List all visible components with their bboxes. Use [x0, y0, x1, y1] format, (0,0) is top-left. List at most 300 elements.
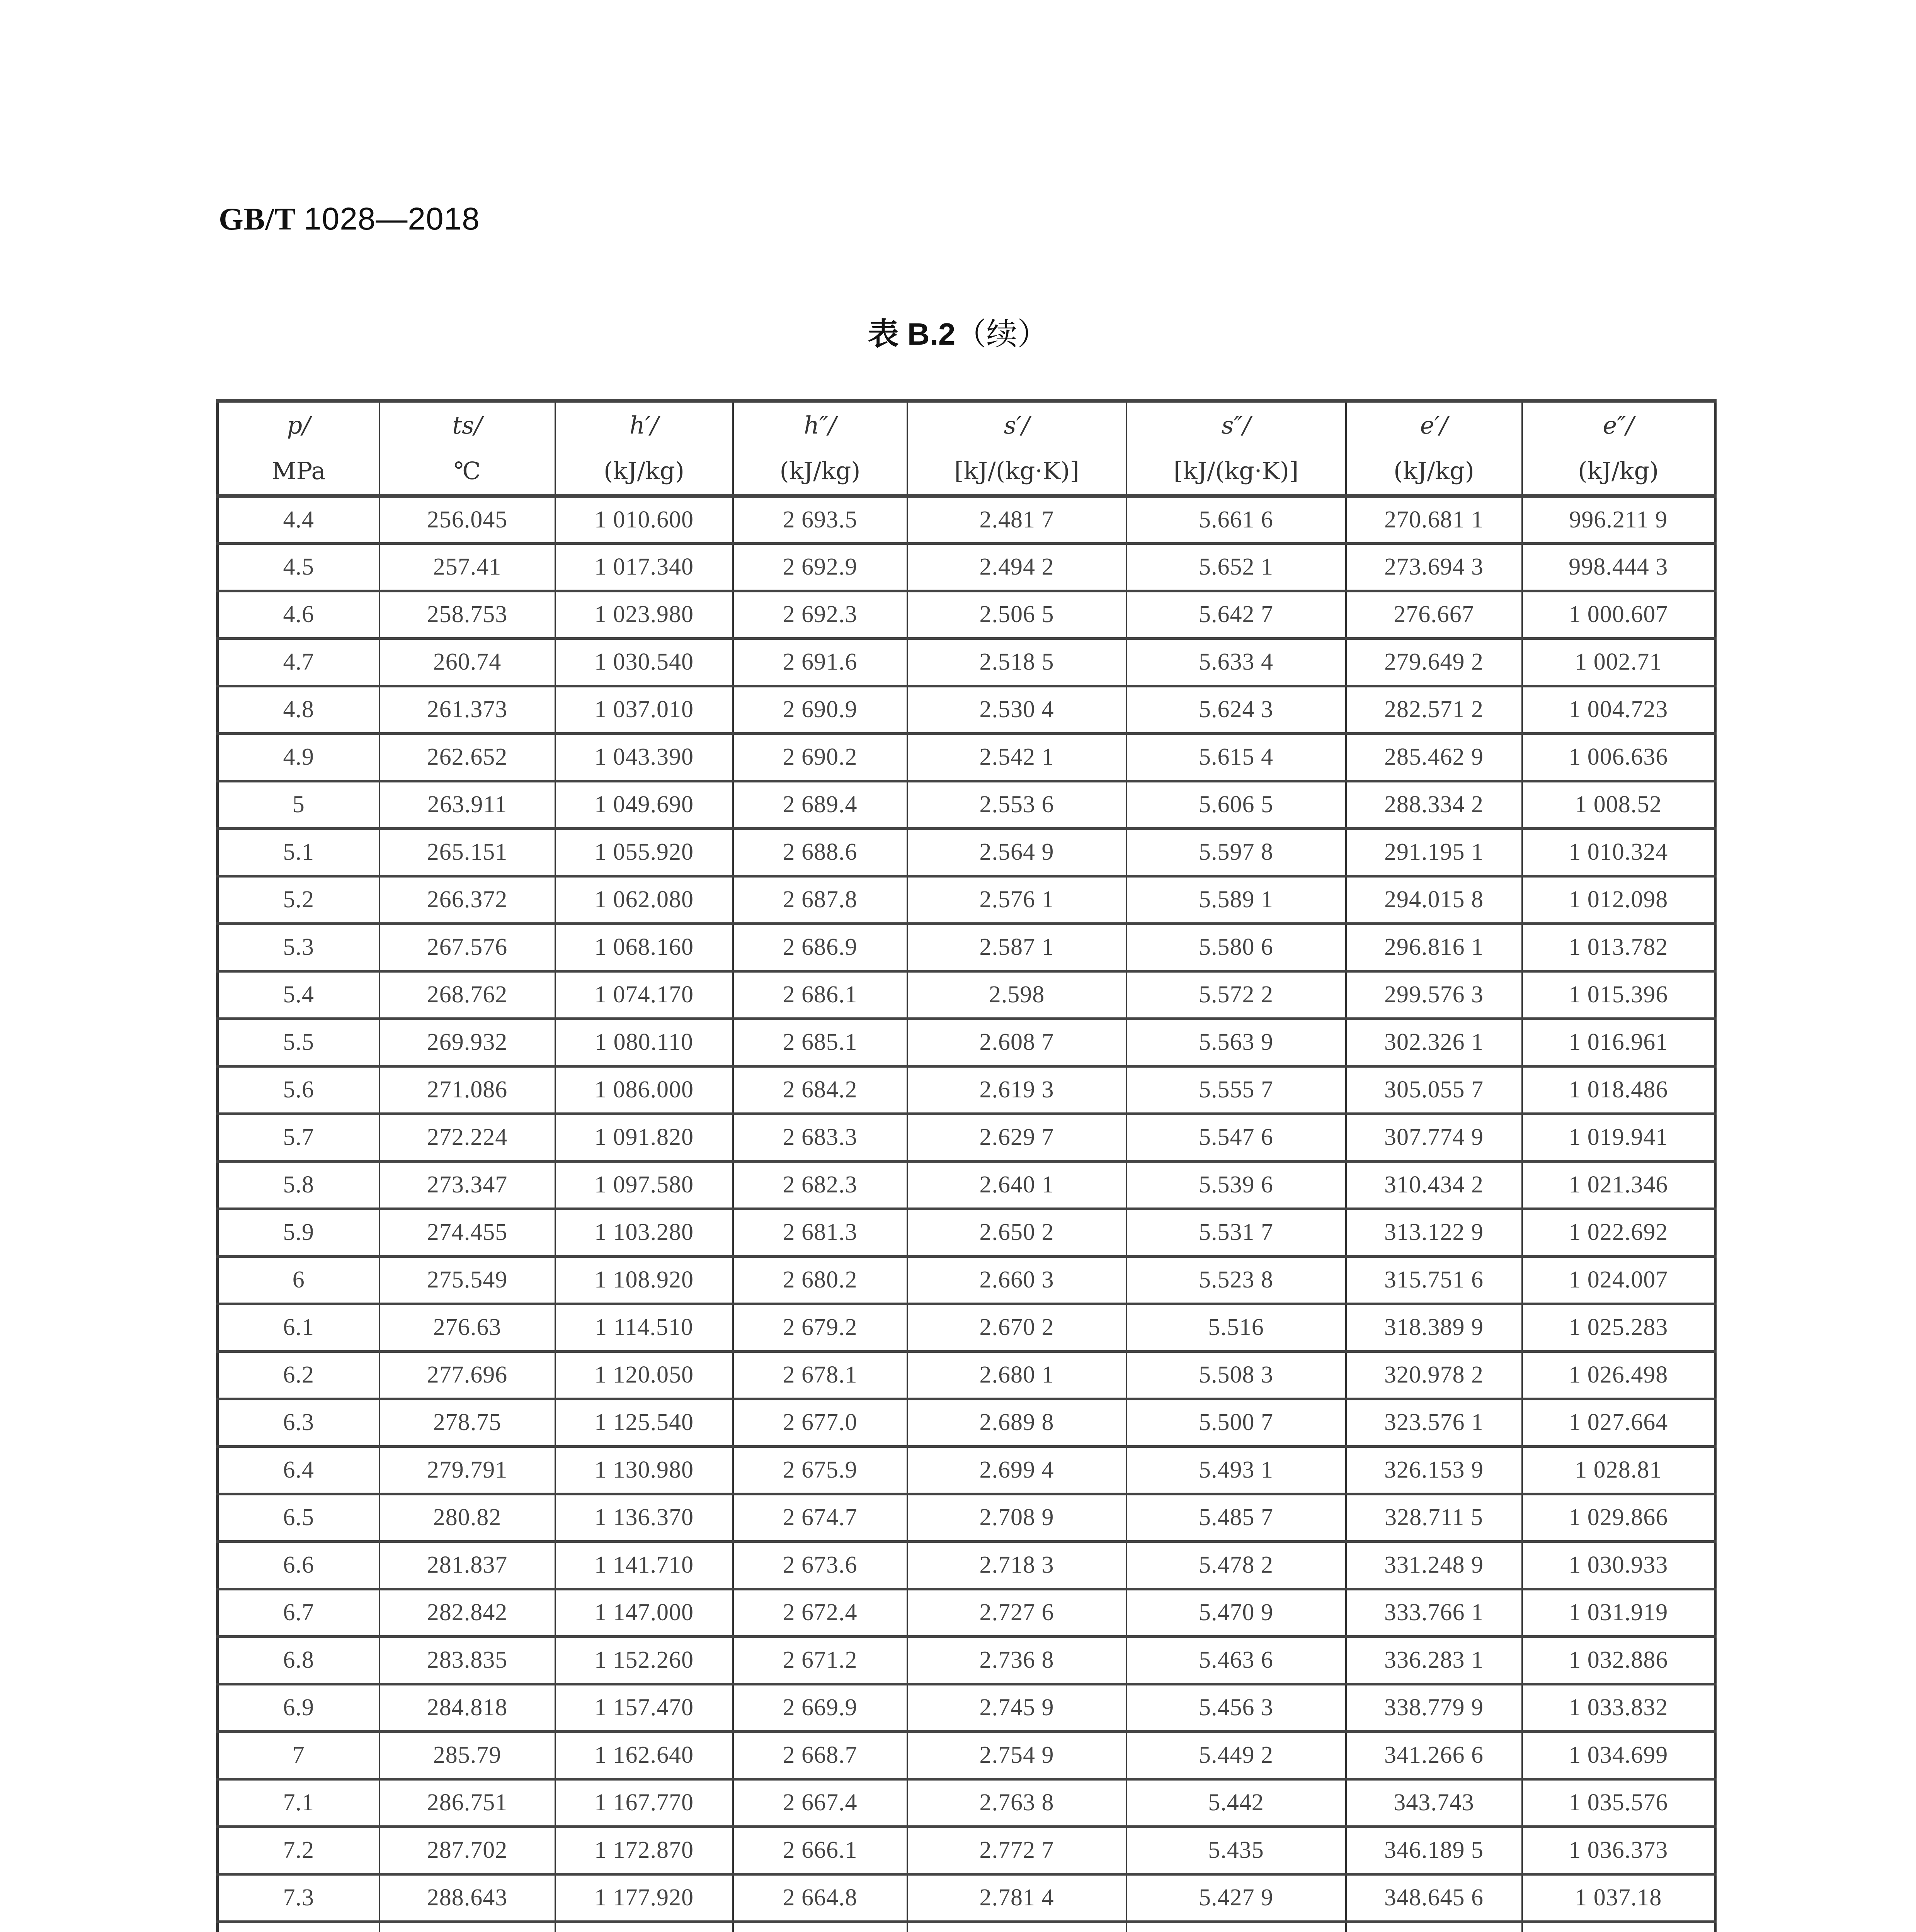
table-row [218, 1304, 1715, 1351]
table-cell: 2.629 7 [907, 1114, 1126, 1161]
table-cell: 5.597 8 [1126, 828, 1346, 876]
table-cell: 2.763 8 [907, 1779, 1126, 1827]
table-cell: 1 086.000 [555, 1066, 733, 1114]
table-cell: 1 125.540 [555, 1399, 733, 1446]
table-row [218, 733, 1715, 781]
table-cell: 1 049.690 [555, 781, 733, 828]
column-unit: (kJ/kg) [604, 457, 684, 485]
table-cell: 1 025.283 [1522, 1304, 1715, 1351]
table-row [218, 971, 1715, 1019]
column-unit: [kJ/(kg·K)] [1173, 457, 1299, 485]
table-cell: 5.456 3 [1126, 1684, 1346, 1731]
table-cell: 2.718 3 [907, 1541, 1126, 1589]
column-symbol: e′/ [1420, 411, 1448, 439]
table-cell: 266.372 [379, 876, 555, 923]
column-header [218, 401, 379, 496]
table-cell: 285.462 9 [1346, 733, 1522, 781]
table-cell: 272.224 [379, 1114, 555, 1161]
table-row [218, 1446, 1715, 1494]
table-cell: 262.652 [379, 733, 555, 781]
table-cell: 1 015.396 [1522, 971, 1715, 1019]
table-row [218, 781, 1715, 828]
table-cell: 5.463 6 [1126, 1636, 1346, 1684]
table-cell: 1 002.71 [1522, 638, 1715, 686]
table-cell: 2 686.9 [733, 923, 907, 971]
table-cell: 323.576 1 [1346, 1399, 1522, 1446]
table-row [218, 1066, 1715, 1114]
table-cell: 5.442 [1126, 1779, 1346, 1827]
table-cell: 1 010.324 [1522, 828, 1715, 876]
table-row [218, 1827, 1715, 1874]
table-row [218, 1731, 1715, 1779]
table-cell: 341.266 6 [1346, 1731, 1522, 1779]
table-cell: 2 689.4 [733, 781, 907, 828]
table-cell [218, 1922, 379, 1932]
table-cell: 268.762 [379, 971, 555, 1019]
table-cell: 2.699 4 [907, 1446, 1126, 1494]
table-cell: 1 034.699 [1522, 1731, 1715, 1779]
table-cell: 2 686.1 [733, 971, 907, 1019]
table-cell: 5.606 5 [1126, 781, 1346, 828]
table-cell: 307.774 9 [1346, 1114, 1522, 1161]
table-cell: 5.633 4 [1126, 638, 1346, 686]
table-cell: 271.086 [379, 1066, 555, 1114]
table-cell: 1 062.080 [555, 876, 733, 923]
table-cell: 279.649 2 [1346, 638, 1522, 686]
table-row [218, 1209, 1715, 1256]
table-cell: 305.055 7 [1346, 1066, 1522, 1114]
table-cell: 2.680 1 [907, 1351, 1126, 1399]
table-cell: 5.531 7 [1126, 1209, 1346, 1256]
table-cell: 5.485 7 [1126, 1494, 1346, 1541]
table-cell: 2 684.2 [733, 1066, 907, 1114]
table-cell: 2.689 8 [907, 1399, 1126, 1446]
column-header [907, 401, 1126, 496]
table-cell: 1 032.886 [1522, 1636, 1715, 1684]
table-cell: 1 022.692 [1522, 1209, 1715, 1256]
table-cell: 2.564 9 [907, 828, 1126, 876]
column-symbol: s′/ [1004, 411, 1030, 439]
table-cell: 5.572 2 [1126, 971, 1346, 1019]
column-symbol: p/ [287, 411, 311, 439]
table-cell: 1 097.580 [555, 1161, 733, 1209]
table-cell: 273.694 3 [1346, 543, 1522, 591]
table-cell: 261.373 [379, 686, 555, 733]
table-cell: 2 669.9 [733, 1684, 907, 1731]
table-cell: 2 692.3 [733, 591, 907, 638]
column-header [555, 401, 733, 496]
steam-properties-table [216, 399, 1717, 1932]
column-unit: (kJ/kg) [779, 457, 861, 485]
table-cell: 269.932 [379, 1019, 555, 1066]
table-cell: 274.455 [379, 1209, 555, 1256]
column-header [1346, 401, 1522, 496]
table-cell: 1 043.390 [555, 733, 733, 781]
table-cell: 328.711 5 [1346, 1494, 1522, 1541]
table-cell: 1 030.933 [1522, 1541, 1715, 1589]
table-cell: 2 691.6 [733, 638, 907, 686]
table-cell: 2 690.2 [733, 733, 907, 781]
table-cell: 2.553 6 [907, 781, 1126, 828]
table-cell [733, 1922, 907, 1932]
table-row [218, 1351, 1715, 1399]
column-header [379, 401, 555, 496]
table-cell: 310.434 2 [1346, 1161, 1522, 1209]
table-cell: 1 028.81 [1522, 1446, 1715, 1494]
table-cell: 2 681.3 [733, 1209, 907, 1256]
table-cell: 286.751 [379, 1779, 555, 1827]
table-title-prefix: 表 [868, 317, 899, 351]
table-cell: 5.4 [218, 971, 379, 1019]
table-title-name: B.2 [907, 317, 956, 351]
table-cell: 1 033.832 [1522, 1684, 1715, 1731]
table-cell: 5 [218, 781, 379, 828]
table-row [218, 1779, 1715, 1827]
table-row [218, 1494, 1715, 1541]
table-cell: 277.696 [379, 1351, 555, 1399]
table-cell: 5.5 [218, 1019, 379, 1066]
table-cell: 2 683.3 [733, 1114, 907, 1161]
table-cell: 1 031.919 [1522, 1589, 1715, 1636]
table-cell: 5.547 6 [1126, 1114, 1346, 1161]
table-row [218, 1399, 1715, 1446]
table-cell: 275.549 [379, 1256, 555, 1304]
table-cell: 5.589 1 [1126, 876, 1346, 923]
table-cell: 2.736 8 [907, 1636, 1126, 1684]
table-cell: 257.41 [379, 543, 555, 591]
table-cell: 1 000.607 [1522, 591, 1715, 638]
table-cell: 1 012.098 [1522, 876, 1715, 923]
table-cell: 1 017.340 [555, 543, 733, 591]
table-cell: 1 004.723 [1522, 686, 1715, 733]
table-cell: 2 671.2 [733, 1636, 907, 1684]
table-cell: 282.842 [379, 1589, 555, 1636]
table-header-row [218, 401, 1715, 496]
column-symbol: s″/ [1221, 411, 1251, 439]
table-cell [555, 1922, 733, 1932]
table-cell: 5.642 7 [1126, 591, 1346, 638]
table-cell [1522, 1922, 1715, 1932]
table-cell: 273.347 [379, 1161, 555, 1209]
standard-number: 1028—2018 [303, 201, 480, 236]
table-cell: 1 141.710 [555, 1541, 733, 1589]
table-cell: 2 688.6 [733, 828, 907, 876]
table-row [218, 1161, 1715, 1209]
column-symbol: e″/ [1603, 411, 1634, 439]
table-cell: 6.9 [218, 1684, 379, 1731]
table-cell: 1 010.600 [555, 496, 733, 543]
table-cell: 2 666.1 [733, 1827, 907, 1874]
table-cell: 1 120.050 [555, 1351, 733, 1399]
table-cell: 5.3 [218, 923, 379, 971]
table-cell: 282.571 2 [1346, 686, 1522, 733]
table-cell: 280.82 [379, 1494, 555, 1541]
table-cell [379, 1922, 555, 1932]
table-cell: 291.195 1 [1346, 828, 1522, 876]
table-cell: 1 136.370 [555, 1494, 733, 1541]
table-cell: 5.449 2 [1126, 1731, 1346, 1779]
table-cell: 7.1 [218, 1779, 379, 1827]
table-cell: 315.751 6 [1346, 1256, 1522, 1304]
table-cell: 2 693.5 [733, 496, 907, 543]
table-row [218, 1541, 1715, 1589]
table-cell: 1 023.980 [555, 591, 733, 638]
table-cell: 4.4 [218, 496, 379, 543]
table-row [218, 1684, 1715, 1731]
column-header [733, 401, 907, 496]
table-cell: 5.2 [218, 876, 379, 923]
table-cell: 1 027.664 [1522, 1399, 1715, 1446]
table-cell: 1 114.510 [555, 1304, 733, 1351]
table-cell: 6.4 [218, 1446, 379, 1494]
table-cell: 1 030.540 [555, 638, 733, 686]
table-cell: 1 019.941 [1522, 1114, 1715, 1161]
table-cell: 326.153 9 [1346, 1446, 1522, 1494]
table-cell: 996.211 9 [1522, 496, 1715, 543]
table-cell: 1 162.640 [555, 1731, 733, 1779]
table-cell: 299.576 3 [1346, 971, 1522, 1019]
table-cell: 5.580 6 [1126, 923, 1346, 971]
table-cell: 2 675.9 [733, 1446, 907, 1494]
table-cell: 302.326 1 [1346, 1019, 1522, 1066]
table-cell: 1 157.470 [555, 1684, 733, 1731]
table-cell: 1 013.782 [1522, 923, 1715, 971]
table-row [218, 591, 1715, 638]
table-cell: 2.481 7 [907, 496, 1126, 543]
table-cell: 288.643 [379, 1874, 555, 1922]
table-cell: 2 672.4 [733, 1589, 907, 1636]
table-cell [1126, 1922, 1346, 1932]
table-cell: 5.508 3 [1126, 1351, 1346, 1399]
table-cell: 5.6 [218, 1066, 379, 1114]
table-cell: 2.708 9 [907, 1494, 1126, 1541]
table-cell: 1 029.866 [1522, 1494, 1715, 1541]
table-cell: 1 024.007 [1522, 1256, 1715, 1304]
table-row [218, 923, 1715, 971]
table-cell: 288.334 2 [1346, 781, 1522, 828]
table-cell: 5.624 3 [1126, 686, 1346, 733]
table-cell: 2 677.0 [733, 1399, 907, 1446]
table-cell: 1 080.110 [555, 1019, 733, 1066]
table-cell: 270.681 1 [1346, 496, 1522, 543]
table-row [218, 876, 1715, 923]
table-cell: 5.516 [1126, 1304, 1346, 1351]
table-cell: 2 673.6 [733, 1541, 907, 1589]
table-cell: 6.3 [218, 1399, 379, 1446]
table-cell: 283.835 [379, 1636, 555, 1684]
column-unit: (kJ/kg) [1394, 457, 1474, 485]
table-cell: 1 103.280 [555, 1209, 733, 1256]
table-cell: 5.555 7 [1126, 1066, 1346, 1114]
table-cell: 2.494 2 [907, 543, 1126, 591]
table-cell: 4.7 [218, 638, 379, 686]
table-cell: 4.8 [218, 686, 379, 733]
table-row [218, 1256, 1715, 1304]
table-cell: 1 035.576 [1522, 1779, 1715, 1827]
column-unit: (kJ/kg) [1578, 457, 1659, 485]
table-cell: 1 108.920 [555, 1256, 733, 1304]
table-cell: 2 687.8 [733, 876, 907, 923]
table-cell: 2.608 7 [907, 1019, 1126, 1066]
table-cell: 313.122 9 [1346, 1209, 1522, 1256]
table-cell: 5.470 9 [1126, 1589, 1346, 1636]
table-cell: 2 692.9 [733, 543, 907, 591]
table-cell: 4.6 [218, 591, 379, 638]
table-cell: 1 008.52 [1522, 781, 1715, 828]
table-cell: 2.619 3 [907, 1066, 1126, 1114]
table-cell: 2 678.1 [733, 1351, 907, 1399]
table-cell: 1 130.980 [555, 1446, 733, 1494]
column-unit: [kJ/(kg·K)] [954, 457, 1079, 485]
table-body [218, 496, 1715, 1932]
table-cell: 5.1 [218, 828, 379, 876]
table-cell: 1 016.961 [1522, 1019, 1715, 1066]
column-header [1522, 401, 1715, 496]
table-cell: 1 147.000 [555, 1589, 733, 1636]
table-cell: 281.837 [379, 1541, 555, 1589]
table-cell: 336.283 1 [1346, 1636, 1522, 1684]
table-cell: 6 [218, 1256, 379, 1304]
table-row [218, 1019, 1715, 1066]
column-unit: ℃ [454, 457, 481, 485]
table-row [218, 828, 1715, 876]
table-cell: 4.9 [218, 733, 379, 781]
table-cell: 1 172.870 [555, 1827, 733, 1874]
table-cell: 346.189 5 [1346, 1827, 1522, 1874]
table-cell: 285.79 [379, 1731, 555, 1779]
table-cell: 6.2 [218, 1351, 379, 1399]
table-cell: 2 668.7 [733, 1731, 907, 1779]
table-cell: 2.640 1 [907, 1161, 1126, 1209]
table-cell: 260.74 [379, 638, 555, 686]
table-row [218, 1874, 1715, 1922]
table-cell: 6.1 [218, 1304, 379, 1351]
table-cell: 2.506 5 [907, 591, 1126, 638]
table-cell: 5.493 1 [1126, 1446, 1346, 1494]
table-cell: 5.615 4 [1126, 733, 1346, 781]
table-cell: 2.670 2 [907, 1304, 1126, 1351]
table-cell: 2 685.1 [733, 1019, 907, 1066]
table-cell: 1 036.373 [1522, 1827, 1715, 1874]
table-row [218, 1636, 1715, 1684]
table-cell: 5.652 1 [1126, 543, 1346, 591]
table-cell: 5.8 [218, 1161, 379, 1209]
table-cell: 5.478 2 [1126, 1541, 1346, 1589]
table-cell: 1 152.260 [555, 1636, 733, 1684]
table-cell: 331.248 9 [1346, 1541, 1522, 1589]
table-cell: 1 091.820 [555, 1114, 733, 1161]
table-row [218, 1922, 1715, 1932]
table-cell: 6.8 [218, 1636, 379, 1684]
table-cell: 279.791 [379, 1446, 555, 1494]
table-cell: 2.745 9 [907, 1684, 1126, 1731]
table-cell: 5.427 9 [1126, 1874, 1346, 1922]
table-cell: 2.660 3 [907, 1256, 1126, 1304]
table-cell: 998.444 3 [1522, 543, 1715, 591]
table-cell: 2.587 1 [907, 923, 1126, 971]
table-cell: 284.818 [379, 1684, 555, 1731]
standard-code [219, 201, 480, 237]
table-cell: 2.772 7 [907, 1827, 1126, 1874]
table-cell: 294.015 8 [1346, 876, 1522, 923]
table-cell: 276.63 [379, 1304, 555, 1351]
table-cell: 6.7 [218, 1589, 379, 1636]
table-cell: 2.542 1 [907, 733, 1126, 781]
table-cell: 263.911 [379, 781, 555, 828]
table-cell: 2.650 2 [907, 1209, 1126, 1256]
table-cell: 2 679.2 [733, 1304, 907, 1351]
table-cell: 1 074.170 [555, 971, 733, 1019]
table-cell: 267.576 [379, 923, 555, 971]
table-cell: 348.645 6 [1346, 1874, 1522, 1922]
table-cell: 320.978 2 [1346, 1351, 1522, 1399]
table-cell [1346, 1922, 1522, 1932]
table-row [218, 638, 1715, 686]
table-cell: 7.3 [218, 1874, 379, 1922]
table-cell: 2.754 9 [907, 1731, 1126, 1779]
column-unit: MPa [272, 457, 326, 485]
table-cell: 343.743 [1346, 1779, 1522, 1827]
table-cell: 2.530 4 [907, 686, 1126, 733]
table-cell: 258.753 [379, 591, 555, 638]
column-symbol: h″/ [804, 411, 836, 439]
table-cell: 1 037.010 [555, 686, 733, 733]
column-symbol: h′/ [630, 411, 659, 439]
table-cell: 1 068.160 [555, 923, 733, 971]
table-cell: 5.500 7 [1126, 1399, 1346, 1446]
table-cell: 2 667.4 [733, 1779, 907, 1827]
table-cell: 5.435 [1126, 1827, 1346, 1874]
table-cell: 2.576 1 [907, 876, 1126, 923]
table-cell: 2.727 6 [907, 1589, 1126, 1636]
table-cell: 5.539 6 [1126, 1161, 1346, 1209]
table-row [218, 543, 1715, 591]
table-cell: 7.2 [218, 1827, 379, 1874]
table-cell: 296.816 1 [1346, 923, 1522, 971]
table-cell: 1 055.920 [555, 828, 733, 876]
table-cell: 2 682.3 [733, 1161, 907, 1209]
table-row [218, 496, 1715, 543]
table-cell: 256.045 [379, 496, 555, 543]
table-title [0, 309, 1916, 354]
table-cell: 338.779 9 [1346, 1684, 1522, 1731]
table-row [218, 686, 1715, 733]
table-cell: 7 [218, 1731, 379, 1779]
table-cell: 5.523 8 [1126, 1256, 1346, 1304]
table-row [218, 1589, 1715, 1636]
table-cell: 1 167.770 [555, 1779, 733, 1827]
table-cell: 5.563 9 [1126, 1019, 1346, 1066]
column-symbol: ts/ [452, 411, 482, 439]
table-cell: 1 006.636 [1522, 733, 1715, 781]
table-cell: 2.781 4 [907, 1874, 1126, 1922]
table-cell: 1 037.18 [1522, 1874, 1715, 1922]
table-cell: 1 018.486 [1522, 1066, 1715, 1114]
table-cell: 2 690.9 [733, 686, 907, 733]
table-cell: 4.5 [218, 543, 379, 591]
table-cell: 2.598 [907, 971, 1126, 1019]
table-cell: 5.9 [218, 1209, 379, 1256]
table-cell: 5.7 [218, 1114, 379, 1161]
table-cell [907, 1922, 1126, 1932]
table-cell: 287.702 [379, 1827, 555, 1874]
column-header [1126, 401, 1346, 496]
table-cell: 278.75 [379, 1399, 555, 1446]
table-cell: 2 680.2 [733, 1256, 907, 1304]
table-cell: 2 674.7 [733, 1494, 907, 1541]
table-cell: 333.766 1 [1346, 1589, 1522, 1636]
table-cell: 1 026.498 [1522, 1351, 1715, 1399]
